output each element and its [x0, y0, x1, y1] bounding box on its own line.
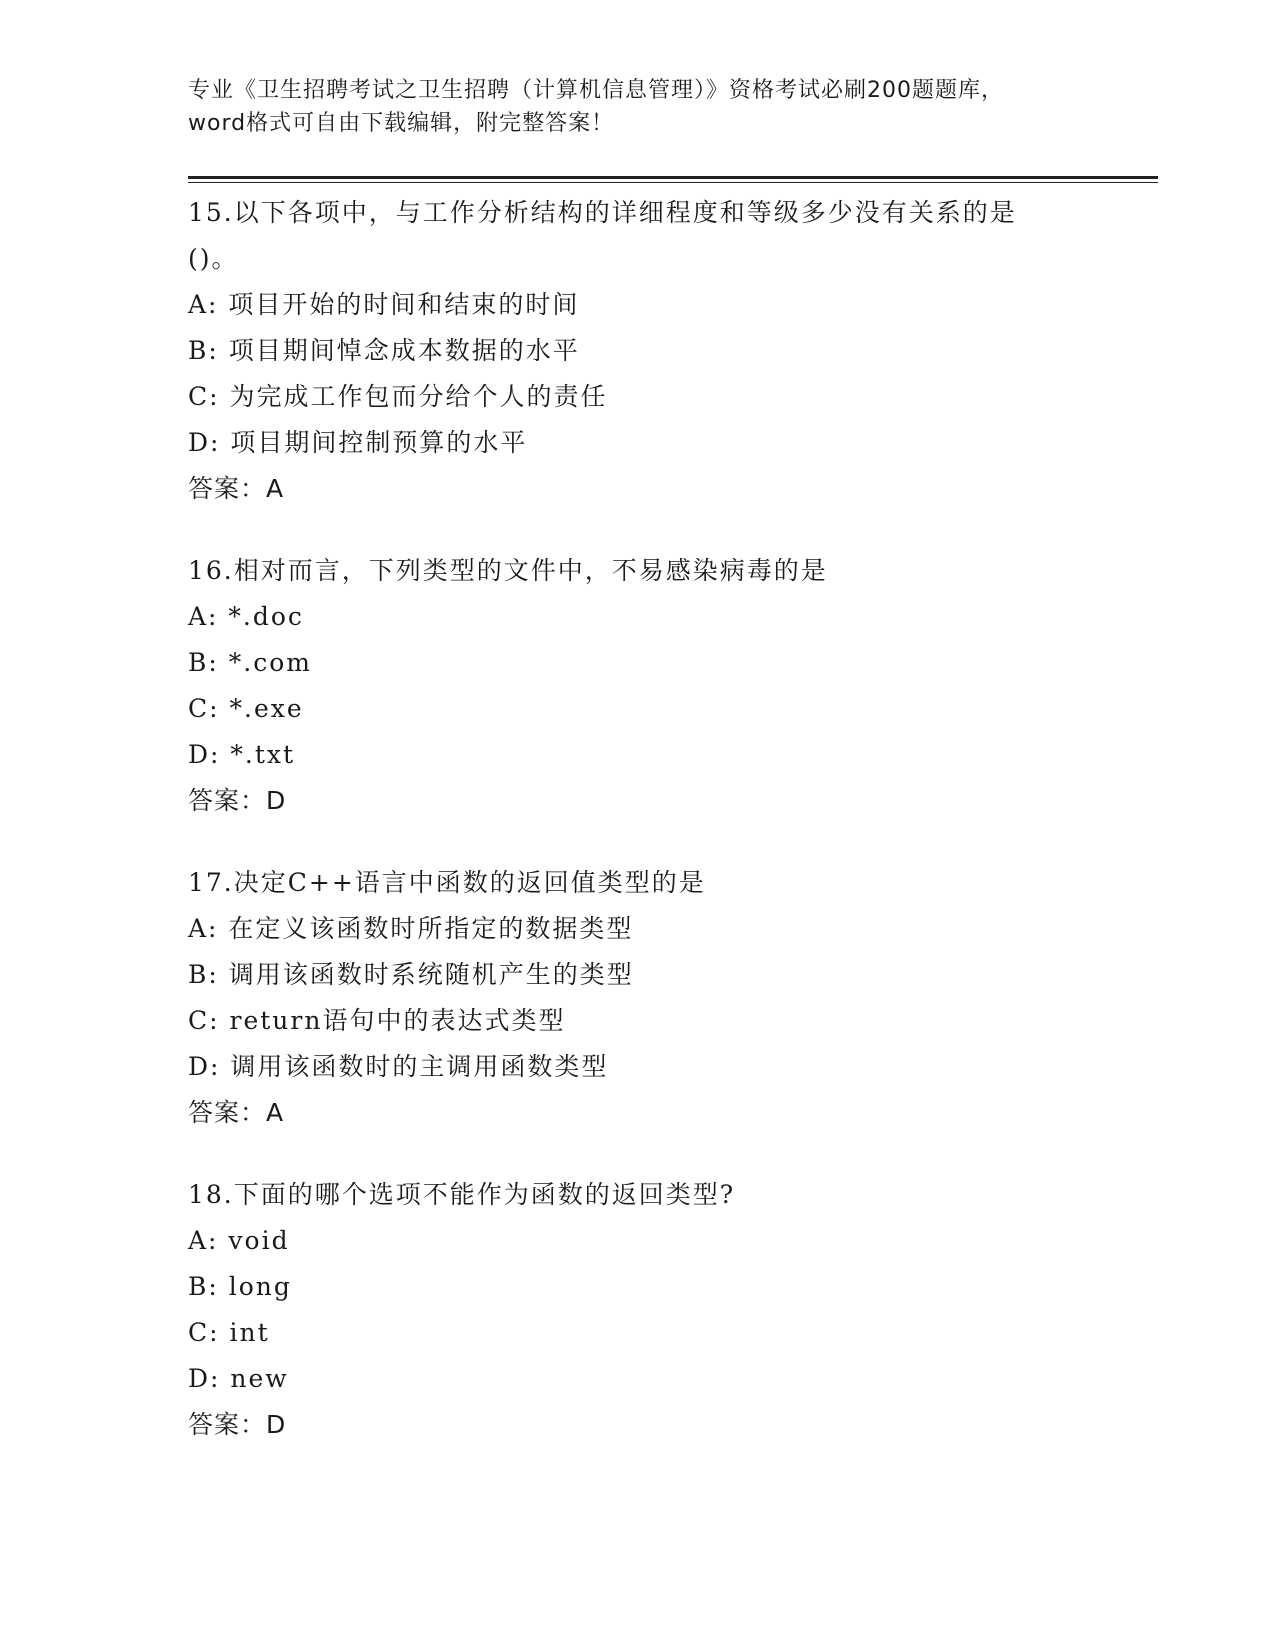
answer-line: 答案：D	[188, 786, 287, 815]
option-a: A: 项目开始的时间和结束的时间	[188, 290, 580, 319]
option-c: C: *.exe	[188, 694, 304, 723]
answer-line: 答案：A	[188, 474, 285, 503]
question-15	[188, 190, 1148, 512]
option-a: A: *.doc	[188, 602, 304, 631]
option-d: D: 项目期间控制预算的水平	[188, 428, 528, 457]
option-c: C: 为完成工作包而分给个人的责任	[188, 382, 608, 411]
option-b: B: 项目期间悼念成本数据的水平	[188, 336, 580, 365]
question-18	[188, 1172, 1148, 1448]
question-list	[188, 190, 1148, 1484]
option-d: D: new	[188, 1364, 289, 1393]
header-divider-thick	[188, 176, 1158, 179]
header-divider-thin	[188, 182, 1158, 183]
answer-line: 答案：D	[188, 1410, 287, 1439]
option-c: C: return语句中的表达式类型	[188, 1006, 566, 1035]
question-stem: 15.以下各项中，与工作分析结构的详细程度和等级多少没有关系的是	[188, 198, 1017, 227]
document-header	[188, 74, 1088, 140]
answer-line: 答案：A	[188, 1098, 285, 1127]
question-stem: 17.决定C++语言中函数的返回值类型的是	[188, 868, 706, 897]
option-b: B: long	[188, 1272, 292, 1301]
header-title-line-2: word格式可自由下载编辑，附完整答案！	[188, 111, 615, 136]
option-a: A: void	[188, 1226, 290, 1255]
question-stem-continued: ()。	[188, 244, 239, 273]
question-16	[188, 548, 1148, 824]
question-17	[188, 860, 1148, 1136]
option-d: D: 调用该函数时的主调用函数类型	[188, 1052, 609, 1081]
question-stem: 16.相对而言，下列类型的文件中，不易感染病毒的是	[188, 556, 828, 585]
question-stem: 18.下面的哪个选项不能作为函数的返回类型?	[188, 1180, 736, 1209]
option-b: B: 调用该函数时系统随机产生的类型	[188, 960, 634, 989]
header-title-line-1: 专业《卫生招聘考试之卫生招聘（计算机信息管理）》资格考试必刷200题题库，	[188, 78, 1004, 103]
option-d: D: *.txt	[188, 740, 296, 769]
option-b: B: *.com	[188, 648, 312, 677]
option-c: C: int	[188, 1318, 270, 1347]
option-a: A: 在定义该函数时所指定的数据类型	[188, 914, 634, 943]
